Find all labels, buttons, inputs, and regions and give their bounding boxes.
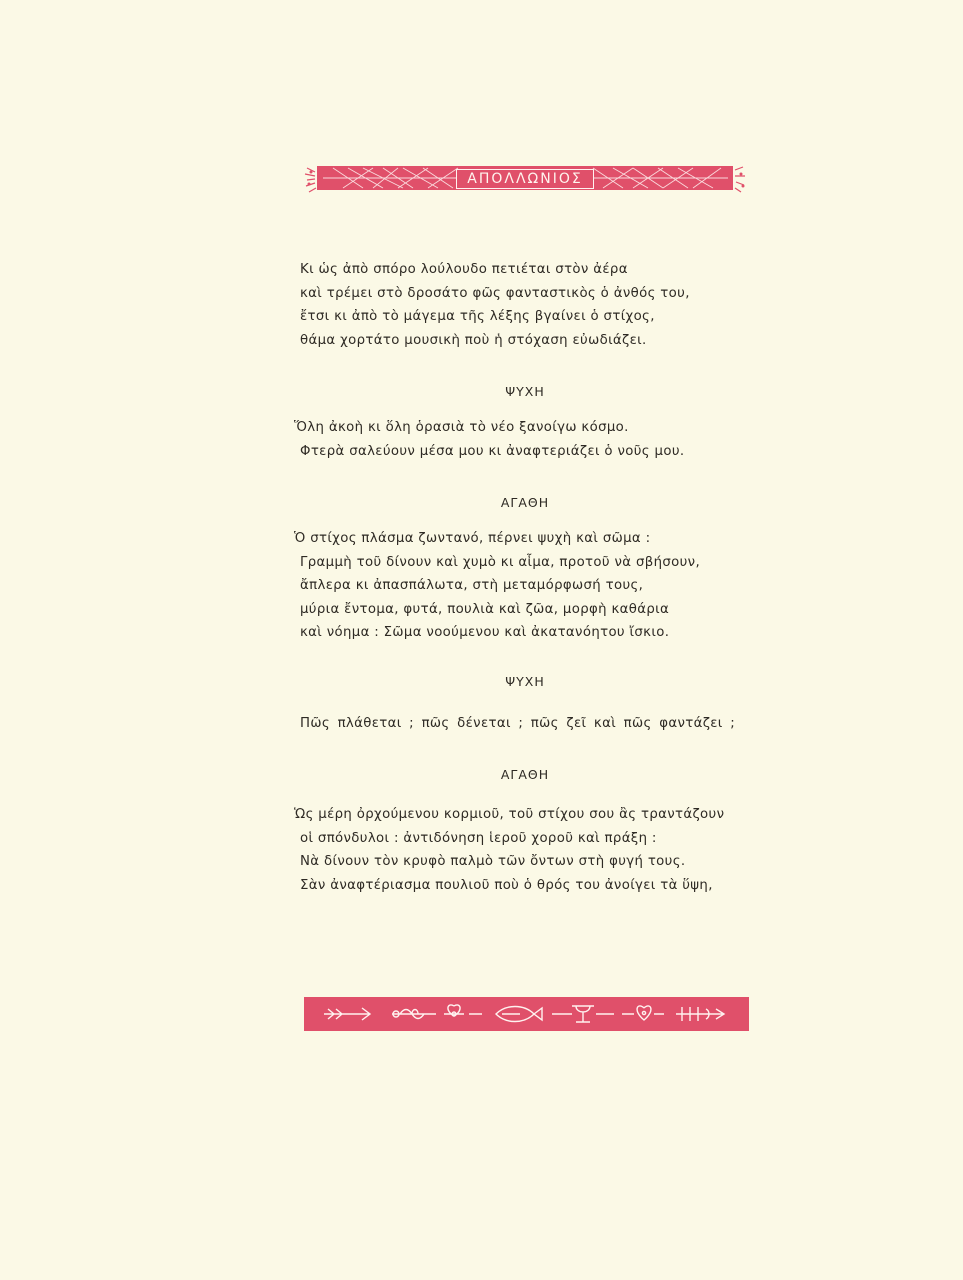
verse-line: ἔτσι κι ἀπὸ τὸ μάγεμα τῆς λέξης βγαίνει ὁ στίχος,	[300, 309, 655, 324]
verse-line: Φτερὰ σαλεύουν μέσα μου κι ἀναφτεριάζει ὁ νοῦς μου.	[300, 443, 685, 459]
speaker-label: ΨΥΧΗ	[505, 674, 545, 689]
verse-line: καὶ νόημα : Σῶμα νοούμενου καὶ ἀκατανόητου ἴσκιο.	[300, 625, 670, 640]
verse-line: Ὡς μέρη ὀρχούμενου κορμιοῦ, τοῦ στίχου σου ἂς τραντάζουν	[294, 807, 725, 822]
verse-line: Σὰν ἀναφτέριασμα πουλιοῦ ποὺ ὁ θρός του ἀνοίγει τὰ ὕψη,	[300, 877, 713, 893]
header-ornament	[303, 160, 747, 198]
stanza-1	[300, 258, 690, 352]
verse-line: οἱ σπόνδυλοι : ἀντιδόνηση ἱεροῦ χοροῦ καὶ πράξη :	[300, 830, 657, 846]
verse-line: μύρια ἔντομα, φυτά, πουλιὰ καὶ ζῶα, μορφὴ καθάρια	[300, 601, 670, 617]
stanza-3	[294, 527, 700, 645]
header-title-box	[303, 160, 747, 198]
verse-line: ἄπλερα κι ἀπασπάλωτα, στὴ μεταμόρφωσή τους,	[300, 578, 644, 593]
stanza-5	[294, 803, 724, 897]
verse-line: Νὰ δίνουν τὸν κρυφὸ παλμὸ τῶν ὄντων στὴ φυγή τους.	[300, 854, 686, 869]
verse-line: Ὅλη ἀκοὴ κι ὅλη ὁρασιὰ τὸ νέο ξανοίγω κόσμο.	[294, 420, 629, 435]
verse-line: καὶ τρέμει στὸ δροσάτο φῶς φανταστικὸς ὁ ἀνθός του,	[300, 285, 690, 301]
verse-line: Ὁ στίχος πλάσμα ζωντανό, πέρνει ψυχὴ καὶ σῶμα :	[294, 531, 651, 546]
verse-line: Κι ὡς ἀπὸ σπόρο λούλουδο πετιέται στὸν ἀέρα	[300, 262, 628, 277]
verse-line: Γραμμὴ τοῦ δίνουν καὶ χυμὸ κι αἷμα, προτοῦ νὰ σβήσουν,	[300, 554, 701, 570]
stanza-2	[294, 416, 684, 463]
footer-ornament-graphic	[304, 995, 749, 1033]
verse-line: Πῶς πλάθεται ; πῶς δένεται ; πῶς ζεῖ καὶ πῶς φαντάζει ;	[300, 716, 736, 731]
speaker-label: ΑΓΑΘΗ	[500, 767, 550, 782]
speaker-label: ΨΥΧΗ	[505, 384, 545, 399]
footer-ornament	[304, 995, 749, 1033]
stanza-4	[300, 712, 735, 736]
verse-line: θάμα χορτάτο μουσικὴ ποὺ ἡ στόχαση εὐωδιάζει.	[300, 332, 647, 348]
header-title: ΑΠΟΛΛΩΝΙΟΣ	[456, 169, 593, 189]
speaker-label: ΑΓΑΘΗ	[500, 495, 550, 510]
